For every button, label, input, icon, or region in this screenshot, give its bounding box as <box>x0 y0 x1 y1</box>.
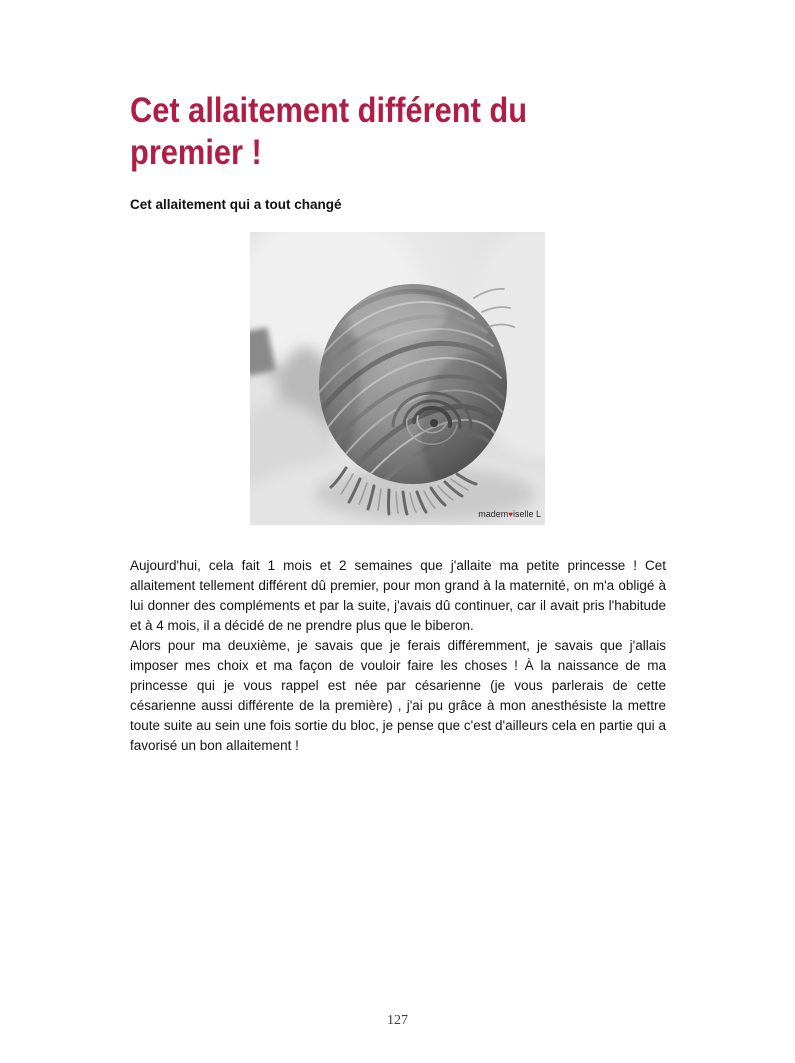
heart-icon: ♥ <box>508 510 513 519</box>
baby-photo-illustration <box>250 232 545 525</box>
body-paragraph-2: Alors pour ma deuxième, je savais que je ferais différemment, je savais que j'allais imposer mes choix et ma façon de vouloir faire les choses ! À la naissance de ma princesse qui je vous rappel est née par césarienne (je vous parlerais de cette césarienne aussi différente de la première) , j'ai pu grâce à mon anesthésiste la mettre toute suite au sein une fois sortie du bloc, je pense que c'est d'ailleurs cela en partie qui a favorisé un bon allaitement ! <box>130 638 666 753</box>
article-photo <box>250 232 545 525</box>
page-title: Cet allaitement différent du premier ! <box>130 91 528 172</box>
section-heading: Cet allaitement qui a tout changé <box>130 197 342 212</box>
body-paragraph-1: Aujourd'hui, cela fait 1 mois et 2 semaines que j'allaite ma petite princesse ! Cet allaitement tellement différent dû premier, pour mon grand à la maternité, on m'a obligé à lui donner des compléments et par la suite, j'avais dû continuer, car il avait pris l'habitude et à 4 mois, il a décidé de ne prendre plus que le biberon. <box>130 558 666 633</box>
article-body <box>130 556 666 756</box>
photo-watermark <box>478 509 541 520</box>
page-number: 127 <box>387 1013 408 1028</box>
watermark-prefix: madem <box>478 509 509 519</box>
watermark-suffix: iselle L <box>512 509 541 519</box>
